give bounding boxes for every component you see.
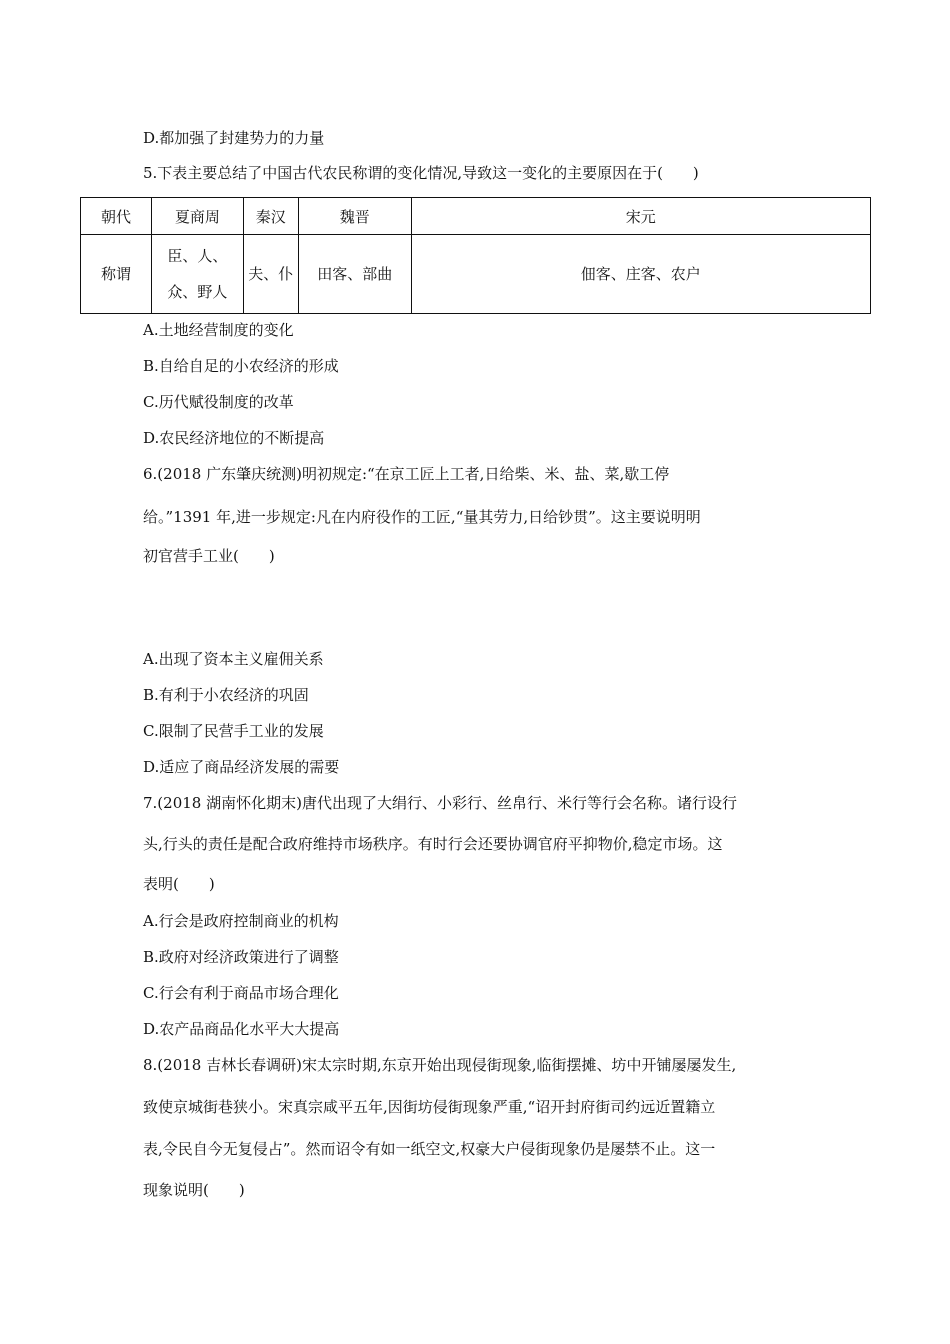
q5-option-d: D.农民经济地位的不断提高 — [143, 429, 325, 447]
q7-option-a: A.行会是政府控制商业的机构 — [143, 912, 339, 930]
q7-option-d: D.农产品商品化水平大大提高 — [143, 1020, 340, 1038]
header-qin-han: 秦汉 — [243, 198, 298, 235]
q6-stem-line: 初官营手工业( ) — [143, 547, 275, 565]
q5-option-a: A.土地经营制度的变化 — [143, 321, 294, 339]
q6-stem-line: 给。”1391 年,进一步规定:凡在内府役作的工匠,“量其劳力,日给钞贯”。这主要说明明 — [143, 508, 701, 526]
q8-stem-line: 8.(2018 吉林长春调研)宋太宗时期,东京开始出现侵街现象,临街摆摊、坊中开铺屡屡发生, — [143, 1056, 737, 1074]
q7-option-c: C.行会有利于商品市场合理化 — [143, 984, 339, 1002]
table-header-row — [81, 198, 871, 235]
cell-wei-jin: 田客、部曲 — [298, 235, 411, 314]
q5-stem: 5.下表主要总结了中国古代农民称谓的变化情况,导致这一变化的主要原因在于( ) — [143, 164, 699, 182]
q6-option-d: D.适应了商品经济发展的需要 — [143, 758, 340, 776]
cell-line: 众、野人 — [167, 283, 228, 301]
q5-option-b: B.自给自足的小农经济的形成 — [143, 357, 339, 375]
header-dynasty: 朝代 — [81, 198, 152, 235]
cell-song-yuan: 佃客、庄客、农户 — [411, 235, 870, 314]
cell-qin-han: 夫、仆 — [243, 235, 298, 314]
prev-option-d: D.都加强了封建势力的力量 — [143, 129, 325, 147]
header-song-yuan: 宋元 — [411, 198, 870, 235]
q7-stem-line: 7.(2018 湖南怀化期末)唐代出现了大绢行、小彩行、丝帛行、米行等行会名称。诸行设行 — [143, 794, 737, 812]
q8-stem-line: 表,令民自今无复侵占”。然而诏令有如一纸空文,权豪大户侵街现象仍是屡禁不止。这一 — [143, 1140, 716, 1158]
q5-table — [80, 197, 871, 314]
q6-option-a: A.出现了资本主义雇佣关系 — [143, 650, 324, 668]
header-wei-jin: 魏晋 — [298, 198, 411, 235]
header-xia-shang-zhou: 夏商周 — [151, 198, 243, 235]
q6-option-c: C.限制了民营手工业的发展 — [143, 722, 324, 740]
row-label: 称谓 — [81, 235, 152, 314]
cell-line: 臣、人、 — [167, 247, 228, 265]
table-row — [81, 235, 871, 314]
q7-stem-line: 表明( ) — [143, 875, 215, 893]
q6-stem-line: 6.(2018 广东肇庆统测)明初规定:“在京工匠上工者,日给柴、米、盐、菜,歇工停 — [143, 465, 670, 483]
q8-stem-line: 现象说明( ) — [143, 1181, 245, 1199]
q5-option-c: C.历代赋役制度的改革 — [143, 393, 294, 411]
q7-stem-line: 头,行头的责任是配合政府维持市场秩序。有时行会还要协调官府平抑物价,稳定市场。这 — [143, 835, 723, 853]
q8-stem-line: 致使京城街巷狭小。宋真宗咸平五年,因街坊侵街现象严重,“诏开封府街司约远近置籍立 — [143, 1098, 716, 1116]
q6-option-b: B.有利于小农经济的巩固 — [143, 686, 309, 704]
q7-option-b: B.政府对经济政策进行了调整 — [143, 948, 339, 966]
cell-xia-shang-zhou — [151, 235, 243, 314]
